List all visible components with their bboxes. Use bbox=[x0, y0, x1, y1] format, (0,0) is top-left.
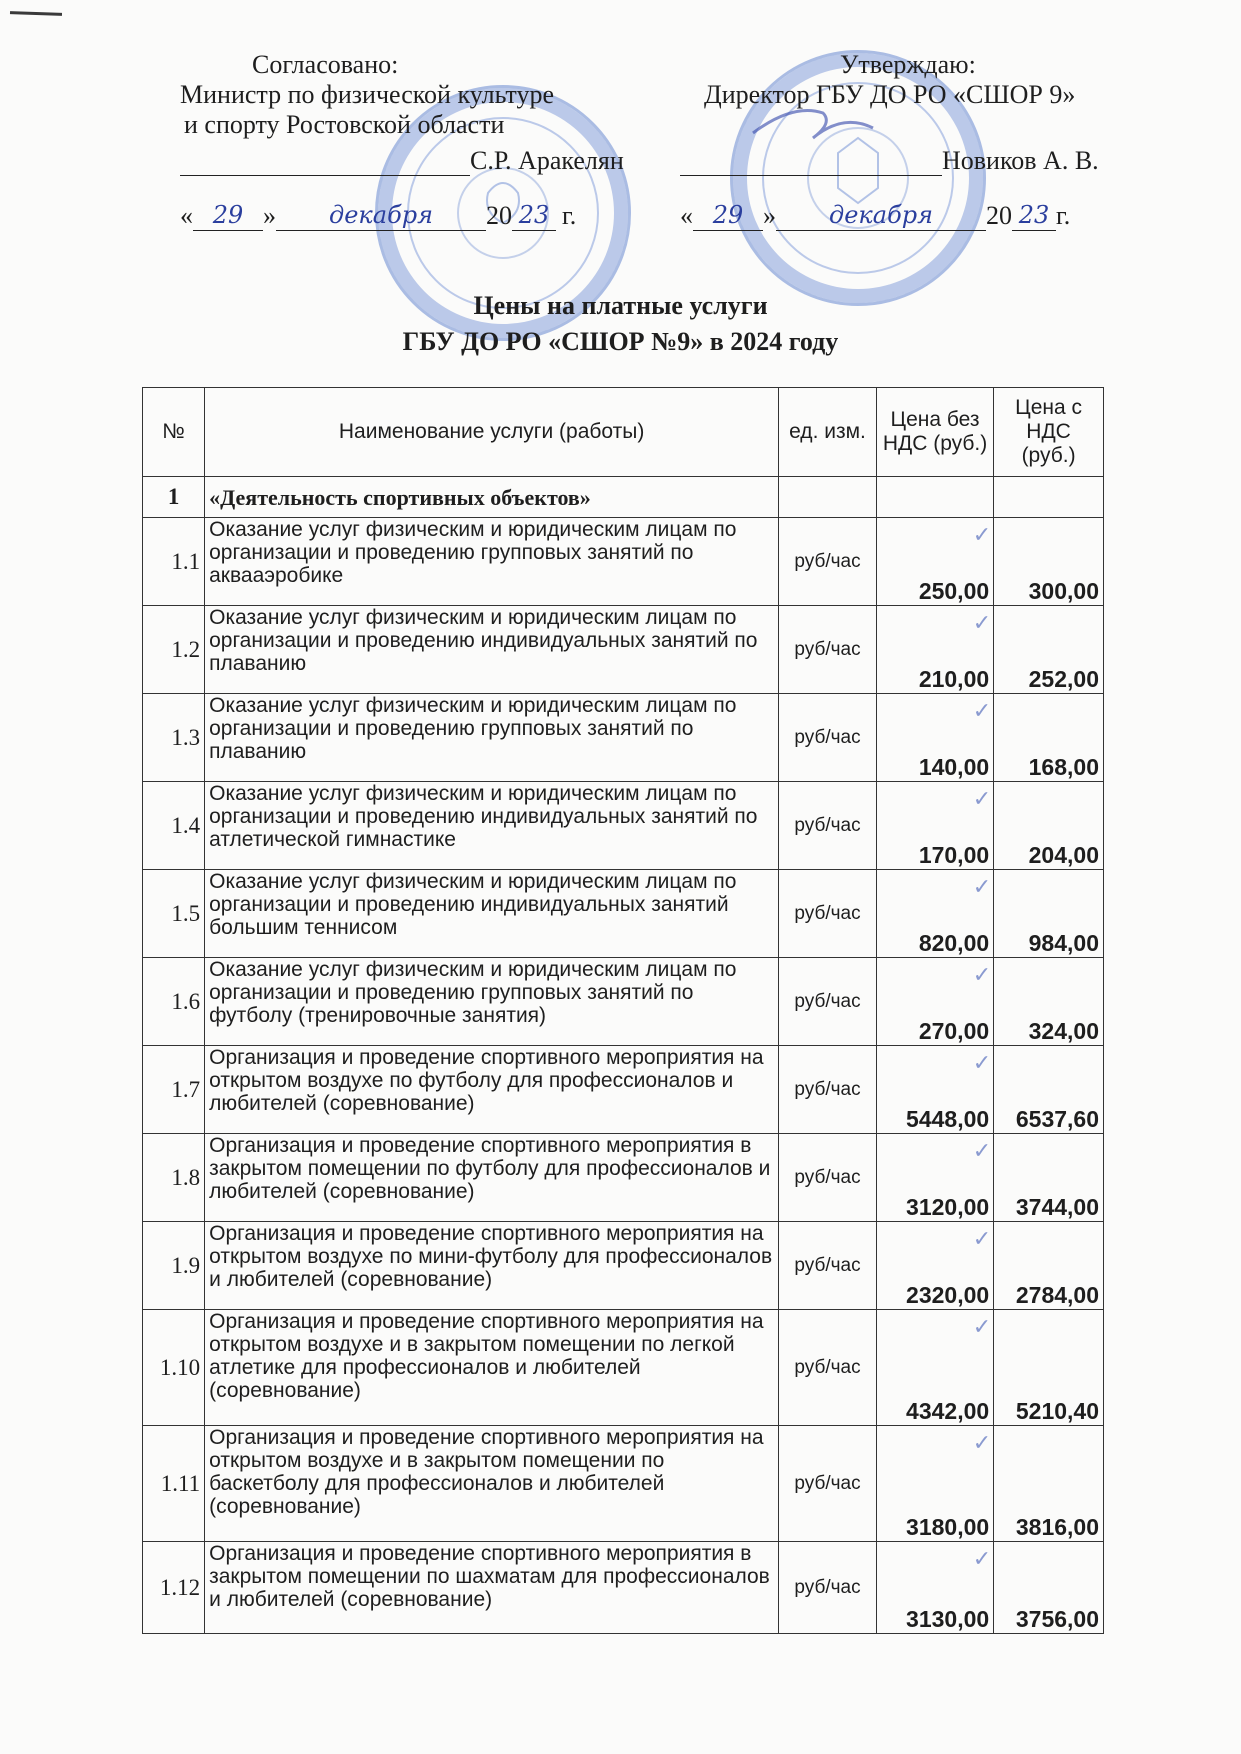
row-unit-text: руб/час bbox=[794, 550, 861, 572]
row-service-name-text: Организация и проведение спортивного мероприятия в закрытом помещении по шахматам для профессионалов и любителей (соревнование) bbox=[209, 1542, 770, 1611]
row-price-vat bbox=[994, 1046, 1104, 1134]
date-quote-close: » bbox=[763, 201, 776, 230]
table-row bbox=[143, 1310, 1104, 1426]
row-num bbox=[143, 1046, 205, 1134]
row-price-no-vat bbox=[876, 1310, 993, 1426]
row-unit bbox=[779, 1046, 877, 1134]
row-unit bbox=[779, 1426, 877, 1542]
row-unit-text: руб/час bbox=[794, 638, 861, 660]
check-mark-icon: ✓ bbox=[972, 610, 992, 635]
row-num-text: 1.6 bbox=[171, 988, 201, 1014]
approval-left-signature-line bbox=[180, 146, 650, 176]
row-price-no-vat bbox=[876, 1046, 993, 1134]
row-unit bbox=[779, 1222, 877, 1310]
row-service-name bbox=[205, 958, 779, 1046]
row-price-no-vat-text: 3130,00 bbox=[906, 1606, 990, 1632]
row-unit bbox=[779, 518, 877, 606]
row-price-no-vat bbox=[876, 1542, 993, 1634]
check-mark-icon: ✓ bbox=[972, 874, 992, 899]
date-suffix: г. bbox=[1056, 201, 1071, 230]
row-price-no-vat-text: 5448,00 bbox=[906, 1106, 990, 1132]
row-price-vat-text: 984,00 bbox=[1028, 930, 1099, 956]
row-unit bbox=[779, 870, 877, 958]
row-num bbox=[143, 606, 205, 694]
row-unit-text: руб/час bbox=[794, 726, 861, 748]
row-num bbox=[143, 694, 205, 782]
date-day-handwritten: 29 bbox=[193, 200, 263, 231]
row-service-name-text: Организация и проведение спортивного мероприятия на открытом воздухе по футболу для профессионалов и любителей (соревнование) bbox=[209, 1046, 764, 1115]
row-num-text: 1.1 bbox=[171, 548, 201, 574]
section-name: «Деятельность спортивных объектов» bbox=[205, 477, 779, 518]
date-year-prefix: 20 bbox=[986, 201, 1012, 230]
date-month-handwritten: декабря bbox=[276, 200, 486, 231]
row-price-vat bbox=[994, 1134, 1104, 1222]
row-service-name bbox=[205, 1046, 779, 1134]
empty-cell bbox=[876, 477, 993, 518]
row-service-name-text: Оказание услуг физическим и юридическим лицам по организации и проведению групповых занятий по аквааэробике bbox=[209, 518, 737, 587]
row-price-vat bbox=[994, 1426, 1104, 1542]
approval-left-line1: Министр по физической культуре bbox=[180, 80, 554, 109]
check-mark-icon: ✓ bbox=[972, 1050, 992, 1075]
approval-left-date bbox=[180, 200, 650, 231]
row-unit-text: руб/час bbox=[794, 1576, 861, 1598]
row-price-no-vat-text: 250,00 bbox=[918, 578, 990, 604]
row-price-vat-text: 252,00 bbox=[1028, 666, 1099, 692]
check-mark-icon: ✓ bbox=[972, 522, 992, 547]
row-service-name-text: Оказание услуг физическим и юридическим лицам по организации и проведению индивидуальных занятий большим теннисом bbox=[209, 870, 737, 939]
scan-artifact bbox=[10, 11, 62, 16]
row-price-vat bbox=[994, 1310, 1104, 1426]
date-day-handwritten: 29 bbox=[693, 200, 763, 231]
row-service-name-text: Оказание услуг физическим и юридическим лицам по организации и проведению групповых занятий по футболу (тренировочные занятия) bbox=[209, 958, 737, 1027]
approval-left-title: Согласовано: bbox=[252, 50, 399, 79]
date-quote-open: « bbox=[680, 201, 693, 230]
table-header-row bbox=[143, 388, 1104, 477]
row-service-name-text: Оказание услуг физическим и юридическим лицам по организации и проведению индивидуальных занятий по плаванию bbox=[209, 606, 758, 675]
row-num bbox=[143, 518, 205, 606]
row-service-name-text: Организация и проведение спортивного мероприятия в закрытом помещении по футболу для профессионалов и любителей (соревнование) bbox=[209, 1134, 771, 1203]
row-num-text: 1.5 bbox=[171, 900, 201, 926]
row-num bbox=[143, 782, 205, 870]
check-mark-icon: ✓ bbox=[972, 1226, 992, 1251]
table-row bbox=[143, 694, 1104, 782]
row-num bbox=[143, 958, 205, 1046]
section-num: 1 bbox=[143, 477, 205, 518]
row-service-name-text: Организация и проведение спортивного мероприятия на открытом воздухе по мини-футболу для профессионалов и любителей (соревнование) bbox=[209, 1222, 773, 1291]
row-price-no-vat-text: 210,00 bbox=[918, 666, 990, 692]
row-price-no-vat bbox=[876, 782, 993, 870]
table-row bbox=[143, 1542, 1104, 1634]
approval-right bbox=[680, 50, 1150, 231]
row-unit bbox=[779, 694, 877, 782]
row-price-vat-text: 300,00 bbox=[1028, 578, 1099, 604]
row-price-no-vat bbox=[876, 518, 993, 606]
row-unit bbox=[779, 1542, 877, 1634]
check-mark-icon: ✓ bbox=[972, 1138, 992, 1163]
table-row bbox=[143, 1426, 1104, 1542]
check-mark-icon: ✓ bbox=[972, 1546, 992, 1571]
row-price-vat bbox=[994, 1542, 1104, 1634]
row-price-vat bbox=[994, 1222, 1104, 1310]
row-unit bbox=[779, 1310, 877, 1426]
row-price-no-vat bbox=[876, 1134, 993, 1222]
row-price-vat-text: 2784,00 bbox=[1015, 1282, 1099, 1308]
row-price-vat-text: 3756,00 bbox=[1015, 1606, 1099, 1632]
header-num: № bbox=[143, 388, 205, 477]
row-unit-text: руб/час bbox=[794, 1254, 861, 1276]
row-num-text: 1.10 bbox=[159, 1354, 201, 1380]
row-unit-text: руб/час bbox=[794, 1356, 861, 1378]
row-price-vat bbox=[994, 694, 1104, 782]
row-num bbox=[143, 1542, 205, 1634]
row-unit-text: руб/час bbox=[794, 1472, 861, 1494]
document-heading bbox=[0, 288, 1241, 360]
row-price-no-vat bbox=[876, 1222, 993, 1310]
table-row bbox=[143, 1134, 1104, 1222]
row-price-vat-text: 3816,00 bbox=[1015, 1514, 1099, 1540]
approval-right-line1: Директор ГБУ ДО РО «СШОР 9» bbox=[704, 80, 1076, 109]
row-price-vat bbox=[994, 958, 1104, 1046]
row-price-vat-text: 204,00 bbox=[1028, 842, 1099, 868]
price-table bbox=[142, 387, 1104, 1634]
approval-right-date bbox=[680, 200, 1150, 231]
signature-blank bbox=[180, 147, 470, 176]
row-price-no-vat bbox=[876, 1426, 993, 1542]
approval-left-signatory: С.Р. Аракелян bbox=[470, 146, 624, 175]
date-quote-open: « bbox=[180, 201, 193, 230]
heading-line1: Цены на платные услуги bbox=[473, 291, 768, 320]
row-service-name bbox=[205, 1542, 779, 1634]
table-row bbox=[143, 1046, 1104, 1134]
check-mark-icon: ✓ bbox=[972, 962, 992, 987]
table-row bbox=[143, 518, 1104, 606]
approval-right-signatory: Новиков А. В. bbox=[942, 146, 1099, 175]
row-num bbox=[143, 1426, 205, 1542]
row-num-text: 1.8 bbox=[171, 1164, 201, 1190]
table-row bbox=[143, 870, 1104, 958]
row-num-text: 1.3 bbox=[171, 724, 201, 750]
row-service-name-text: Оказание услуг физическим и юридическим лицам по организации и проведению индивидуальных занятий по атлетической гимнастике bbox=[209, 782, 758, 851]
row-price-vat bbox=[994, 518, 1104, 606]
row-num-text: 1.2 bbox=[171, 636, 201, 662]
row-price-vat-text: 324,00 bbox=[1028, 1018, 1099, 1044]
header-price-vat: Цена с НДС (руб.) bbox=[994, 388, 1104, 477]
header-unit: ед. изм. bbox=[779, 388, 877, 477]
approval-left-line2: и спорту Ростовской области bbox=[184, 110, 505, 139]
check-mark-icon: ✓ bbox=[972, 698, 992, 723]
row-num-text: 1.12 bbox=[159, 1574, 201, 1600]
row-service-name-text: Организация и проведение спортивного мероприятия на открытом воздухе и в закрытом помещении по легкой атлетике для профессионалов и любителей (соревнование) bbox=[209, 1310, 764, 1402]
table-row bbox=[143, 782, 1104, 870]
approval-right-signature-line bbox=[680, 146, 1150, 176]
row-price-no-vat bbox=[876, 694, 993, 782]
date-month-handwritten: декабря bbox=[776, 200, 986, 231]
date-quote-close: » bbox=[263, 201, 276, 230]
date-year-handwritten: 23 bbox=[512, 200, 556, 231]
row-unit-text: руб/час bbox=[794, 990, 861, 1012]
row-price-vat-text: 168,00 bbox=[1028, 754, 1099, 780]
row-price-no-vat bbox=[876, 606, 993, 694]
row-service-name bbox=[205, 606, 779, 694]
row-num-text: 1.11 bbox=[160, 1470, 201, 1496]
row-unit bbox=[779, 782, 877, 870]
row-service-name bbox=[205, 518, 779, 606]
date-year-prefix: 20 bbox=[486, 201, 512, 230]
row-num bbox=[143, 1310, 205, 1426]
row-price-no-vat-text: 2320,00 bbox=[906, 1282, 990, 1308]
row-price-no-vat-text: 140,00 bbox=[918, 754, 990, 780]
row-num-text: 1.9 bbox=[171, 1252, 201, 1278]
header-name: Наименование услуги (работы) bbox=[205, 388, 779, 477]
row-unit bbox=[779, 1134, 877, 1222]
check-mark-icon: ✓ bbox=[972, 786, 992, 811]
row-num bbox=[143, 1134, 205, 1222]
row-service-name bbox=[205, 694, 779, 782]
approval-left bbox=[180, 50, 650, 231]
row-price-no-vat-text: 3180,00 bbox=[906, 1514, 990, 1540]
row-num bbox=[143, 1222, 205, 1310]
check-mark-icon: ✓ bbox=[972, 1430, 992, 1455]
row-price-vat-text: 6537,60 bbox=[1015, 1106, 1099, 1132]
heading-line2: ГБУ ДО РО «СШОР №9» в 2024 году bbox=[402, 327, 839, 356]
row-price-no-vat-text: 820,00 bbox=[918, 930, 990, 956]
row-service-name bbox=[205, 782, 779, 870]
row-unit-text: руб/час bbox=[794, 1078, 861, 1100]
row-num-text: 1.4 bbox=[171, 812, 201, 838]
row-unit bbox=[779, 958, 877, 1046]
row-price-vat-text: 3744,00 bbox=[1015, 1194, 1099, 1220]
row-service-name bbox=[205, 870, 779, 958]
date-year-handwritten: 23 bbox=[1012, 200, 1056, 231]
row-num-text: 1.7 bbox=[171, 1076, 201, 1102]
row-price-no-vat-text: 270,00 bbox=[918, 1018, 990, 1044]
signature-blank bbox=[680, 147, 942, 176]
row-service-name bbox=[205, 1134, 779, 1222]
approval-right-title: Утверждаю: bbox=[840, 50, 976, 79]
table-row bbox=[143, 1222, 1104, 1310]
row-price-no-vat bbox=[876, 958, 993, 1046]
row-service-name bbox=[205, 1310, 779, 1426]
row-price-vat bbox=[994, 870, 1104, 958]
row-service-name-text: Оказание услуг физическим и юридическим лицам по организации и проведению групповых занятий по плаванию bbox=[209, 694, 737, 763]
row-service-name bbox=[205, 1426, 779, 1542]
section-row bbox=[143, 477, 1104, 518]
row-price-vat bbox=[994, 606, 1104, 694]
row-unit-text: руб/час bbox=[794, 1166, 861, 1188]
row-price-no-vat-text: 170,00 bbox=[918, 842, 990, 868]
row-unit bbox=[779, 606, 877, 694]
table-row bbox=[143, 606, 1104, 694]
row-price-vat-text: 5210,40 bbox=[1015, 1398, 1099, 1424]
row-num bbox=[143, 870, 205, 958]
header-price-no-vat: Цена без НДС (руб.) bbox=[876, 388, 993, 477]
table-row bbox=[143, 958, 1104, 1046]
row-service-name-text: Организация и проведение спортивного мероприятия на открытом воздухе и в закрытом помещении по баскетболу для профессионалов и любителей (соревнование) bbox=[209, 1426, 764, 1518]
row-service-name bbox=[205, 1222, 779, 1310]
date-suffix: г. bbox=[562, 201, 577, 230]
row-price-vat bbox=[994, 782, 1104, 870]
row-price-no-vat bbox=[876, 870, 993, 958]
row-unit-text: руб/час bbox=[794, 902, 861, 924]
check-mark-icon: ✓ bbox=[972, 1314, 992, 1339]
row-unit-text: руб/час bbox=[794, 814, 861, 836]
row-price-no-vat-text: 4342,00 bbox=[906, 1398, 990, 1424]
row-price-no-vat-text: 3120,00 bbox=[906, 1194, 990, 1220]
empty-cell bbox=[994, 477, 1104, 518]
empty-cell bbox=[779, 477, 877, 518]
